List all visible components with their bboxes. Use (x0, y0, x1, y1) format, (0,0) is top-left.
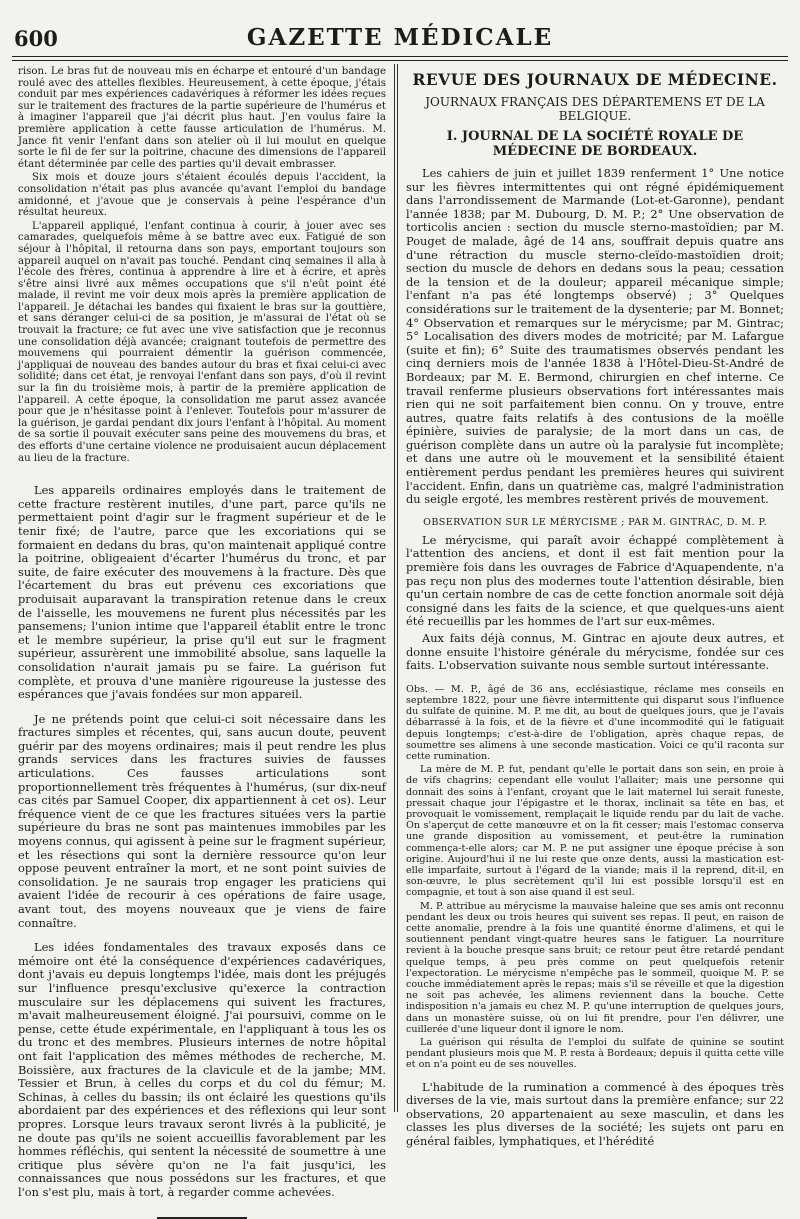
observation-paragraph: La mère de M. P. fut, pendant qu'elle le portait dans son sein, en proie à de vifs chagrins; cependant elle voulut l'allaiter; mais une personne qui donnait des soins à l'enfant, croyant que le lait maternel lui serait funeste, pressait chaque jour l'épigastre et le thorax, inclinait sa tête en bas, et provoquait le vomissement, remplaçait le liquide rendu par du lait de vache. On s'aperçut de cette manœuvre et on la fit cesser; mais l'estomac conserva une grande disposition au vomissement, et peut-être la rumination commença-t-elle alors; car M. P. ne put assigner une époque précise à son origine. Aujourd'hui il ne lui reste que onze dents, aussi la mastication est-elle imparfaite, surtout à l'égard de la viande; mais il la reprend, dit-il, en son-œuvre, le plus secrètement qu'il lui est possible lorsqu'il est en compagnie, et tout à son aise quand il est seul. (406, 764, 784, 899)
paragraph: Le mérycisme, qui paraît avoir échappé complètement à l'attention des anciens, et dont il est fait mention pour la première fois dans les ouvrages de Fabrice d'Aquapendente, n'a pas reçu non plus des modernes toute l'attention désirable, bien qu'un certain nombre de cas de cette fonction anormale soit déjà consigné dans les faits de la science, et que quelques-uns aient été recueillis par les hommes de l'art sur eux-mêmes. (406, 532, 784, 629)
observation-paragraph: Obs. — M. P., âgé de 36 ans, ecclésiastique, réclame mes conseils en septembre 1822, pour une fièvre intermittente qui disparut sous l'influence du sulfate de quinine. M. P. me dit, au bout de quelques jours, que je l'avais débarrassé à la fois, et de la fièvre et d'une incommodité qui le fatiguait depuis longtemps; c'est-à-dire de l'obligation, après chaque repas, de soumettre ses alimens à une seconde mastication. Voici ce qu'il raconta sur cette rumination. (406, 683, 784, 762)
header-rule-bottom (12, 60, 788, 61)
observation-title: OBSERVATION SUR LE MÉRYCISME ; PAR M. GINTRAC, D. M. P. (423, 516, 767, 528)
right-column (406, 66, 784, 1149)
spacer (18, 466, 386, 484)
paragraph: Les appareils ordinaires employés dans le traitement de cette fracture restèrent inutiles, d'une part, parce qu'ils ne permettaient point d'agir sur le fragment supérieur et de le tenir fixé; de l'autre, parce que les excoriations qui se formaient en dedans du bras, qu'on maintenait appliqué contre la poitrine, obligeaient d'écarter l'humérus du tronc, et par suite, de faire exécuter des mouvemens à la fracture. Dès que l'écartement du bras eut prévenu ces excoriations que produisait auparavant la transpiration retenue dans le creux de l'aisselle, les mouvemens ne furent plus nécessités par les pansemens; l'union intime que l'appareil établit entre le tronc et le membre supérieur, la prise qu'il eut sur le fragment supérieur, assurèrent une immobilité absolue, sans laquelle la consolidation n'aurait jamais pu se faire. La guérison fut complète, et prouva d'une manière rigoureuse la justesse des espérances que j'avais fondées sur mon appareil. (18, 483, 386, 702)
observation-paragraph: M. P. attribue au mérycisme la mauvaise haleine que ses amis ont reconnu pendant les deux ou trois heures qui suivent ses repas. Il peut, en raison de cette anomalie, prendre à la fois une quantité énorme d'alimens, et qui le soutiennent pendant vingt-quatre heures sans le fatiguer. La nourriture revient à la bouche presque sans bruit; ce retour peut être retardé pendant quelque temps, à peu près comme on peut quelquefois retenir l'expectoration. Le mérycisme n'empêche pas le sommeil, quoique M. P. se couche immédiatement après le repas; mais s'il se réveille et que la digestion ne soit pas achevée, les alimens reviennent dans la bouche. Cette indisposition n'a jamais eu chez M. P. qu'une interruption de quelques jours, dans un monastère suisse, où on lui fit prendre, pour l'en délivrer, une cuillerée d'une liqueur dont il ignore le nom. (406, 900, 784, 1035)
paragraph: L'habitude de la rumination a commencé à des époques très diverses de la vie, mais surtout dans la première enfance; sur 22 observations, 20 appartenaient au sexe masculin, et dans les classes les plus diverses de la société; les sujets ont paru en général faibles, lymphatiques, et l'hérédité (406, 1079, 784, 1149)
paragraph: rison. Le bras fut de nouveau mis en écharpe et entouré d'un bandage roulé avec des attelles flexibles. Heureusement, à cette époque, j'étais conduit par mes expériences cadavériques à réformer les idées reçues sur le traitement des fractures de la partie supérieure de l'humérus et à imaginer l'appareil que j'ai décrit plus haut. J'en voulus faire la première application à cette fausse articulation de l'humérus. M. Jance fit venir l'enfant dans son atelier où il lui moulut en quelque sorte le fil de fer sur la poitrine, chacune des dimensions de l'appareil étant déterminée par celle des parties qu'il devait embrasser. (18, 66, 386, 170)
column-divider (394, 64, 395, 1112)
paragraph: Les cahiers de juin et juillet 1839 renferment 1° Une notice sur les fièvres intermittentes qui ont régné épidémiquement dans l'arrondissement de Marmande (Lot-et-Garonne), pendant l'année 1838; par M. Dubourg, D. M. P.; 2° Une observation de torticolis ancien : section du muscle sterno-mastoïdien; par M. Pouget de malade, âgé de 14 ans, souffrait depuis quatre ans d'une rétraction du muscle sterno-cleïdo-mastoïdien droit; section du muscle de dehors en dedans sous la peau; cessation de la tension et de la douleur; appareil mécanique simple; l'enfant n'a pas été longtemps observé) ; 3° Quelques considérations sur le traitement de la dysenterie; par M. Bonnet; 4° Observation et remarques sur le mérycisme; par M. Gintrac; 5° Localisation des divers modes de motricité; par M. Lafargue (suite et fin); 6° Suite des traumatismes observés pendant les cinq derniers mois de l'année 1838 à l'Hôtel-Dieu-St-André de Bordeaux; par M. E. Bermond, chirurgien en chef interne. Ce travail renferme plusieurs observations fort intéressantes mais rien qui ne soit parfaitement bien connu. On y trouve, entre autres, quatre faits relatifs à des contusions de la moëlle épinière, suivies de paralysie; de la mort dans un cas, de guérison complète dans un autre où la paralysie fut incomplète; et dans une autre où le mouvement et la sensibilité étaient entièrement perdus pendant les premières heures qui suivirent l'accident. Enfin, dans un quatrième cas, malgré l'administration du seigle ergoté, les membres restèrent privés de mouvement. (406, 166, 784, 507)
section-title: I. JOURNAL DE LA SOCIÉTÉ ROYALE DE MÉDECINE DE BORDEAUX. (446, 129, 744, 159)
paragraph: Six mois et douze jours s'étaient écoulés depuis l'accident, la consolidation n'était pas plus avancée qu'avant l'emploi du bandage amidonné, et j'avoue que je conservais à peine l'espérance d'un résultat heureux. (18, 172, 386, 219)
observation-paragraph: La guérison qui résulta de l'emploi du sulfate de quinine se soutint pendant plusieurs mois que M. P. resta à Bordeaux; depuis il quitta cette ville et on n'a point eu de ses nouvelles. (406, 1037, 784, 1071)
left-column (18, 66, 386, 1199)
header-rule-top (12, 56, 788, 57)
review-title: REVUE DES JOURNAUX DE MÉDECINE. (412, 70, 778, 89)
page-number: 600 (14, 26, 58, 51)
column-divider-second (397, 64, 398, 1112)
journal-title: GAZETTE MÉDICALE (246, 24, 554, 51)
paragraph: Aux faits déjà connus, M. Gintrac en ajoute deux autres, et donne ensuite l'histoire générale du mérycisme, fondée sur ces faits. L'observation suivante nous semble surtout intéressante. (406, 631, 784, 673)
paragraph: L'appareil appliqué, l'enfant continua à courir, à jouer avec ses camarades, quelquefois même à se battre avec eux. Fatigué de son séjour à l'hôpital, il retourna dans son pays, emportant toujours son appareil auquel on n'avait pas touché. Pendant cinq semaines il alla à l'école des frères, continua à apprendre à lire et à écrire, et après s'être ainsi livré aux mêmes occupations que s'il n'eût point été malade, il revint me voir deux mois après la première application de l'appareil. Je détachai les bandes qui fixaient le bras sur la gouttière, et sans déranger celui-ci de sa position, je m'assurai de l'état où se trouvait la fracture; ce fut avec une vive satisfaction que je reconnus une consolidation déjà avancée; craignant toutefois de permettre des mouvemens qui pourraient démentir la guérison commencée, j'appliquai de nouveau des bandes autour du bras et fixai celui-ci avec solidité; dans cet état, je renvoyai l'enfant dans son pays, d'où il revint sur la fin du troisième mois, à partir de la première application de l'appareil. A cette époque, la consolidation me parut assez avancée pour que je n'hésitasse point à l'enlever. Toutefois pour m'assurer de la guérison, je gardai pendant dix jours l'enfant à l'hôpital. Au moment de sa sortie il pouvait exécuter sans peine des mouvemens du bras, et des efforts d'une certaine violence ne produisaient aucun déplacement au lieu de la fracture. (18, 220, 386, 464)
spacer (406, 676, 784, 684)
paragraph: Je ne prétends point que celui-ci soit nécessaire dans les fractures simples et récentes, qui, sans aucun doute, peuvent guérir par des moyens ordinaires; mais il peut rendre les plus grands services dans les fractures suivies de fausses articulations. Ces fausses articulations sont proportionnellement très fréquentes à l'humérus, (sur dix-neuf cas cités par Samuel Cooper, dix appartiennent à cet os). Leur fréquence vient de ce que les fractures situées vers la partie supérieure du bras ne sont pas maintenues immobiles par les moyens connus, qui agissent à peine sur le fragment supérieur, et les résections qui sont la dernière ressource qu'on leur oppose peuvent entraîner la mort, et ne sont point suivies de consolidation. Je ne saurais trop engager les praticiens qui avaient l'idée de recourir à ces opérations de faire usage, avant tout, des moyens nouveaux que je viens de faire connaître. (18, 711, 386, 930)
review-subtitle: JOURNAUX FRANÇAIS DES DÉPARTEMENS ET DE LA BELGIQUE. (425, 95, 765, 123)
paragraph: Les idées fondamentales des travaux exposés dans ce mémoire ont été la conséquence d'expériences cadavériques, dont j'avais eu depuis longtemps l'idée, mais dont les préjugés sur l'influence presqu'exclusive qu'exerce la contraction musculaire sur les déplacemens qui suivent les fractures, m'avait malheureusement éloigné. J'ai poursuivi, comme on le pense, cette étude expérimentale, en l'appliquant à tous les os du tronc et des membres. Plusieurs internes de notre hôpital ont fait l'application des mêmes méthodes de recherche, M. Boissière, aux fractures de la clavicule et de la jambe; MM. Tessier et Brun, à celles du corps et du col du fémur; M. Schinas, à celles du bassin; ils ont éclairé les questions qu'ils abordaient par des expériences et des réflexions qui leur sont propres. Lorsque leurs travaux seront livrés à la publicité, je ne doute pas qu'ils ne soient accueillis favorablement par les hommes réfléchis, qui sentent la nécessité de soumettre à une critique plus sévère qu'on ne l'a fait jusqu'ici, les connaissances que nous possédons sur les fractures, et que l'on s'est plu, mais à tort, à regarder comme achevées. (18, 940, 386, 1199)
page-header (0, 0, 800, 60)
